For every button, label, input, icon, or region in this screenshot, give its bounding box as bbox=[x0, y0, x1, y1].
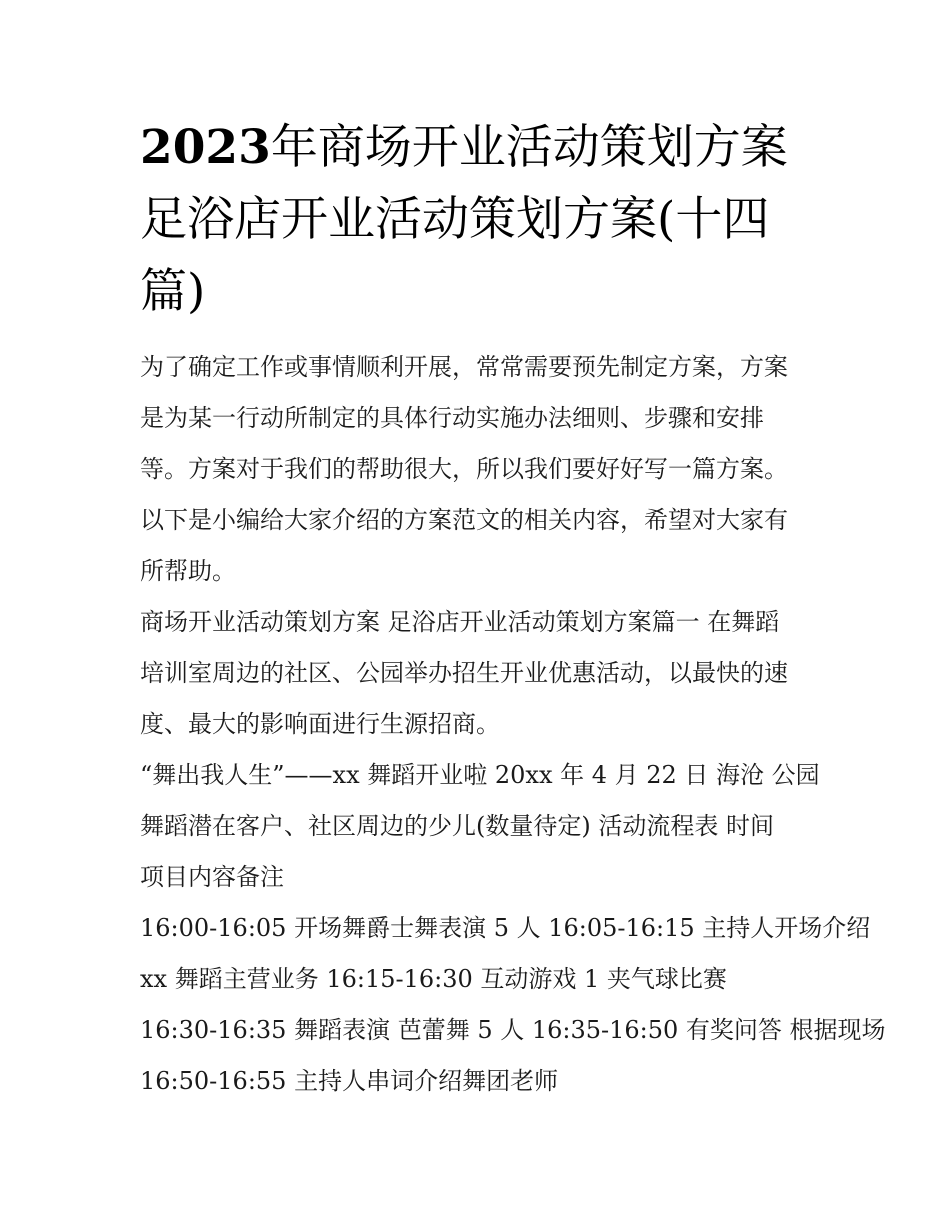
paragraph-line: 舞蹈潜在客户、社区周边的少儿(数量待定) 活动流程表 时间 bbox=[140, 812, 774, 840]
paragraph-line: 16:50-16:55 主持人串词介绍舞团老师 bbox=[140, 1067, 559, 1095]
title-year: 2023 bbox=[140, 120, 271, 175]
paragraph-intro bbox=[140, 342, 812, 597]
paragraph-line: 商场开业活动策划方案 足浴店开业活动策划方案篇一 在舞蹈 bbox=[140, 608, 780, 636]
paragraph-line: 是为某一行动所制定的具体行动实施办法细则、步骤和安排 bbox=[140, 404, 764, 432]
paragraph-line: 以下是小编给大家介绍的方案范文的相关内容，希望对大家有 bbox=[140, 506, 788, 534]
paragraph-line: xx 舞蹈主营业务 16:15-16:30 互动游戏 1 夹气球比赛 bbox=[140, 965, 727, 993]
document-body bbox=[140, 342, 886, 1107]
paragraph-line: 所帮助。 bbox=[140, 557, 236, 585]
paragraph-line: 项目内容备注 bbox=[140, 863, 284, 891]
paragraph-line: 等。方案对于我们的帮助很大，所以我们要好好写一篇方案。 bbox=[140, 455, 788, 483]
paragraph-line: 16:00-16:05 开场舞爵士舞表演 5 人 16:05-16:15 主持人开场介绍 bbox=[140, 914, 871, 942]
paragraph-event-info bbox=[140, 750, 820, 903]
paragraph-line: 度、最大的影响面进行生源招商。 bbox=[140, 710, 500, 738]
paragraph-line: 16:30-16:35 舞蹈表演 芭蕾舞 5 人 16:35-16:50 有奖问答 根据现场 bbox=[140, 1016, 886, 1044]
paragraph-line: 为了确定工作或事情顺利开展，常常需要预先制定方案，方案 bbox=[140, 353, 788, 381]
document-title bbox=[140, 112, 812, 328]
paragraph-section-one bbox=[140, 597, 812, 750]
paragraph-line: “舞出我人生”——xx 舞蹈开业啦 20xx 年 4 月 22 日 海沧 公园 bbox=[140, 761, 820, 789]
paragraph-line: 培训室周边的社区、公园举办招生开业优惠活动，以最快的速 bbox=[140, 659, 788, 687]
document-page bbox=[140, 112, 886, 1107]
title-text: 年商场开业活动策划方案足浴店开业活动策划方案(十四篇) bbox=[140, 120, 788, 319]
paragraph-schedule bbox=[140, 903, 886, 1107]
